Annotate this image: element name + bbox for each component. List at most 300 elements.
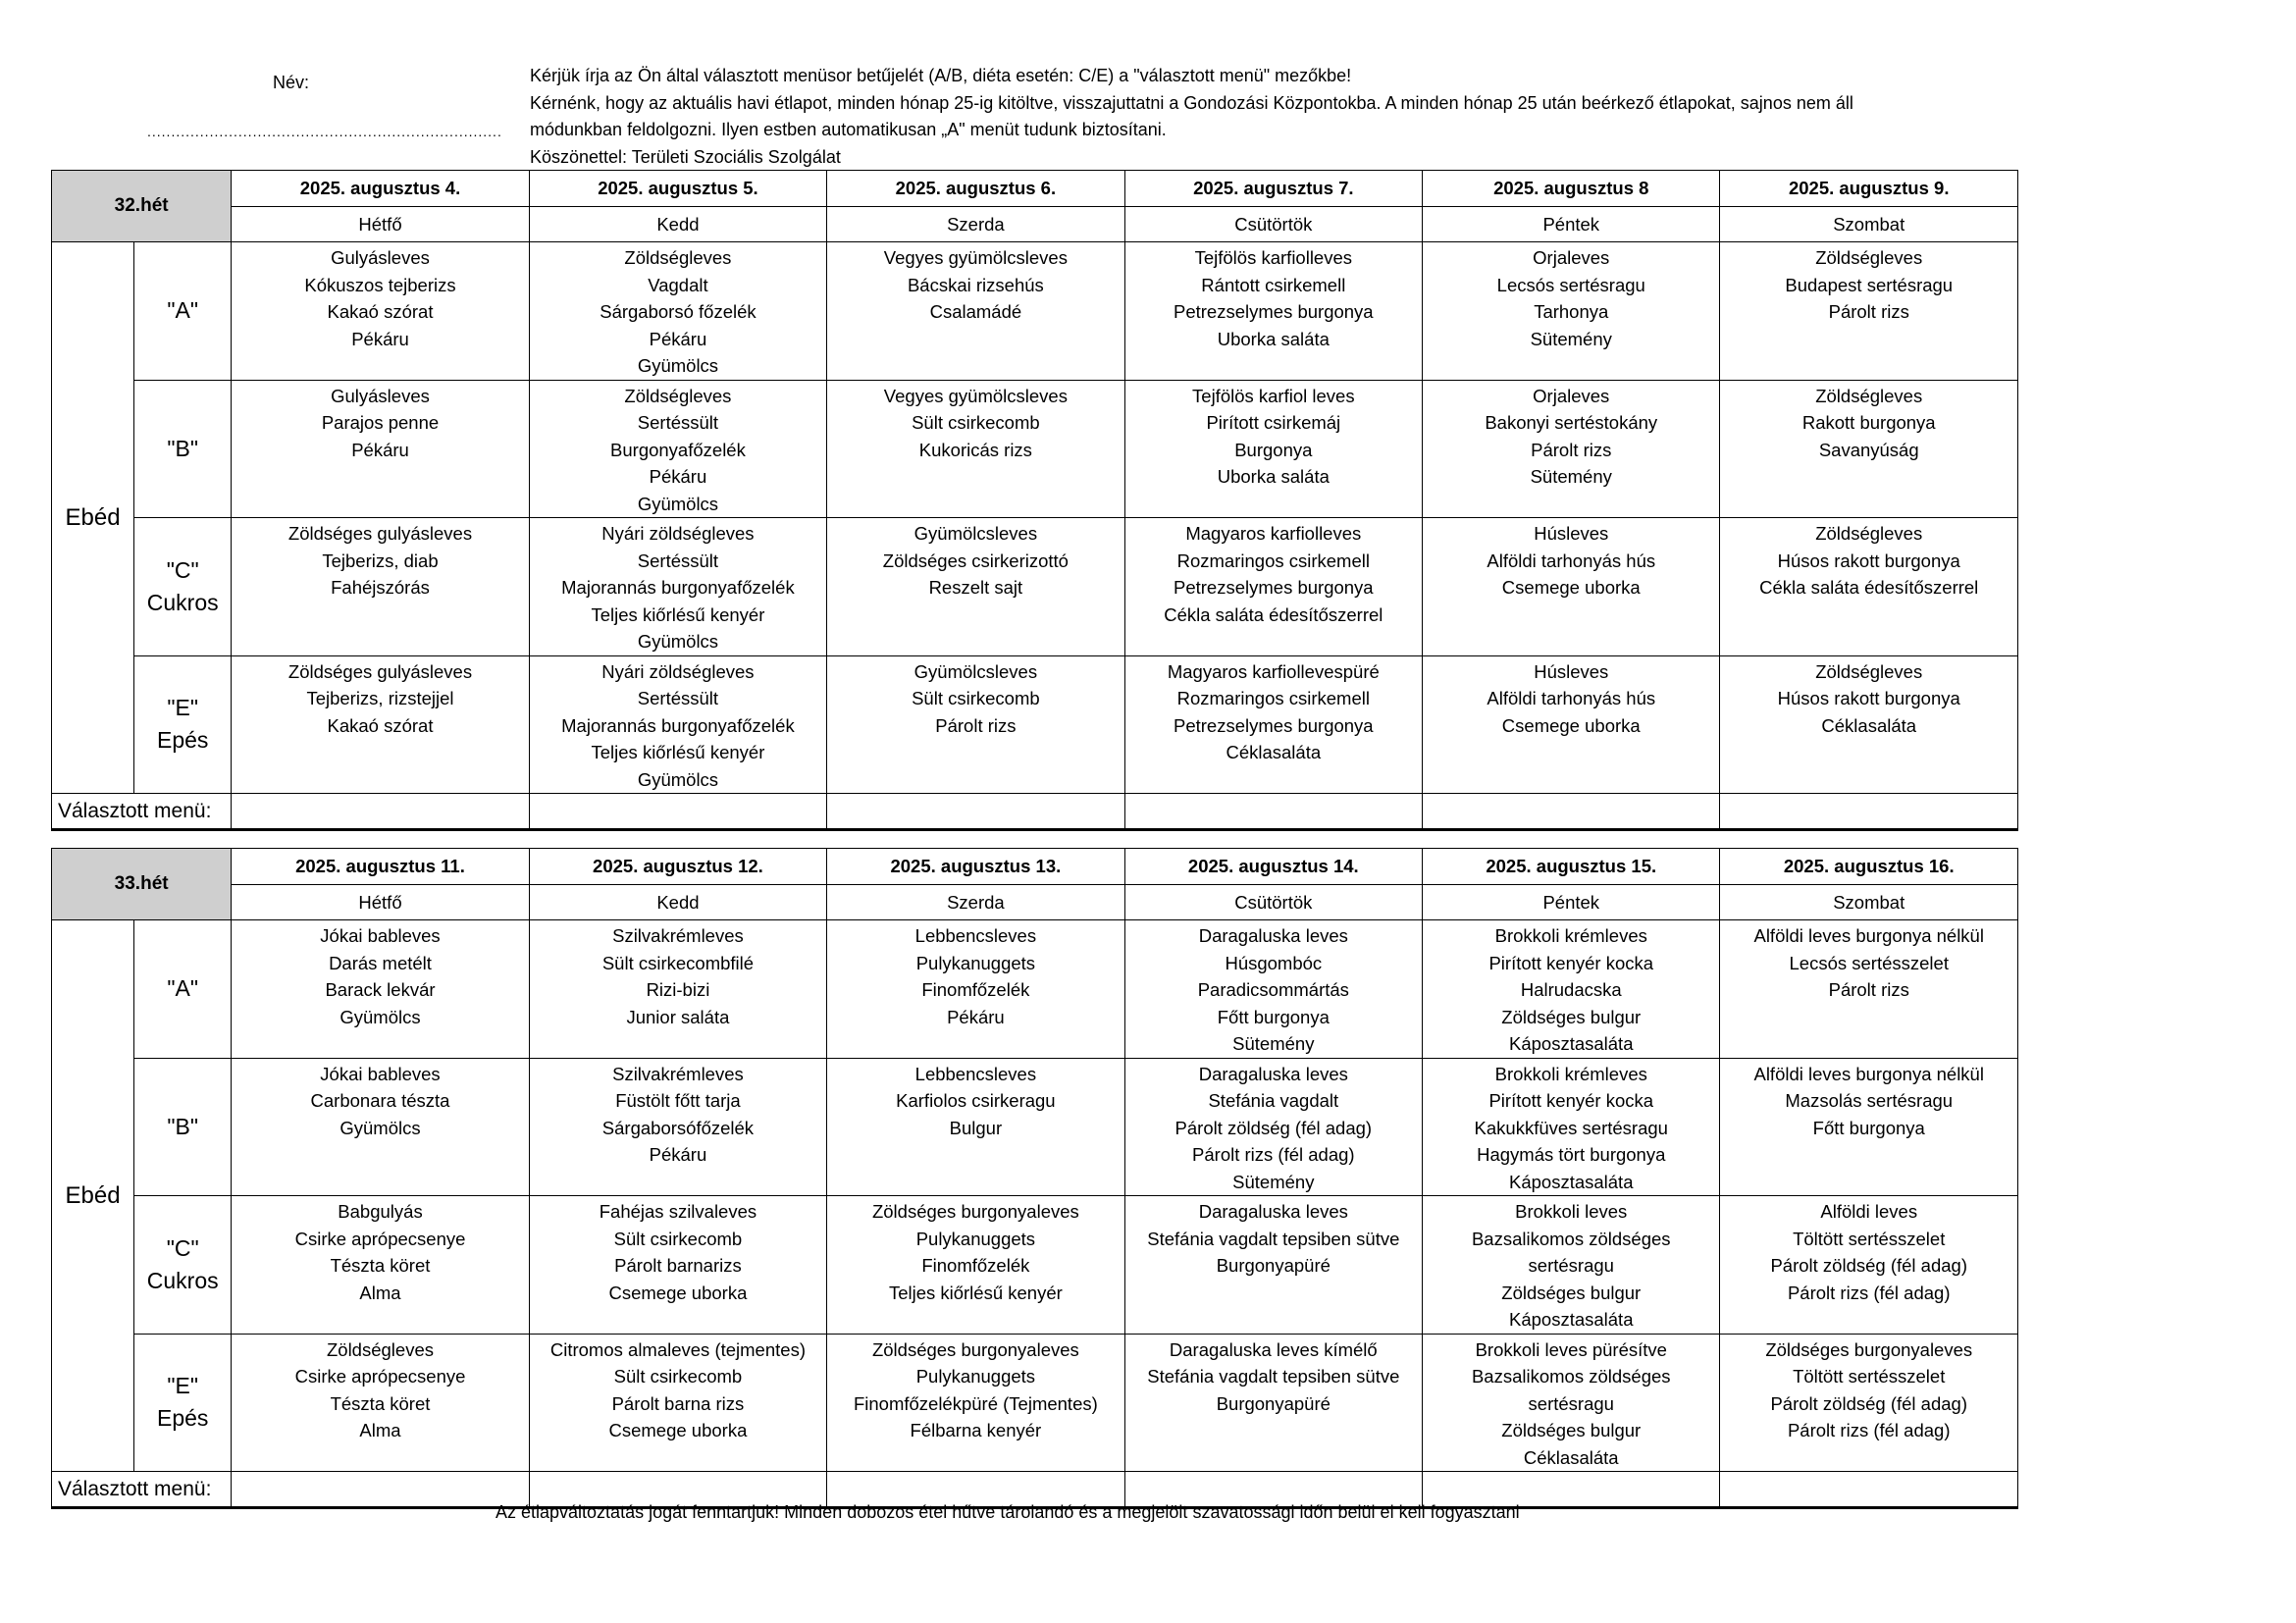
meal-cell — [1124, 1058, 1422, 1196]
meal-cell — [1720, 920, 2018, 1059]
date-cell: 2025. augusztus 5. — [529, 171, 826, 207]
meal-cell — [529, 655, 826, 794]
meal-cell — [1124, 1334, 1422, 1472]
dish: Pulykanuggets — [915, 952, 1036, 973]
menu-category — [134, 1058, 232, 1196]
dish: Zöldséges burgonyaleves — [871, 1338, 1079, 1360]
dish: Sütemény — [1530, 466, 1612, 487]
menu-category — [134, 242, 232, 381]
dish: Daragaluska leves — [1198, 1201, 1348, 1222]
dish: Barack lekvár — [325, 979, 436, 1000]
meal-cell — [529, 920, 826, 1059]
menu-diet: Epés — [156, 1405, 209, 1432]
dish: Orjaleves — [1533, 385, 1610, 406]
meal-cell — [1720, 1334, 2018, 1472]
dish: Sertéssült — [637, 550, 719, 571]
day-cell: Péntek — [1423, 885, 1720, 920]
dish: Párolt rizs (fél adag) — [1192, 1144, 1355, 1165]
dish: Párolt rizs (fél adag) — [1787, 1420, 1951, 1440]
day-cell: Kedd — [529, 885, 826, 920]
dish: Tejberizs, diab — [322, 550, 439, 571]
dish: Orjaleves — [1533, 247, 1610, 268]
dish: Karfiolos csirkeragu — [896, 1090, 1056, 1111]
menu-category — [134, 920, 232, 1059]
dish: Burgonyapüré — [1216, 1392, 1331, 1414]
dish: Zöldséges burgonyaleves — [1765, 1338, 1973, 1360]
dish: Brokkoli krémleves — [1494, 925, 1647, 946]
dish: Petrezselymes burgonya — [1174, 301, 1374, 322]
dish: Zöldséges gulyásleves — [287, 523, 473, 544]
dish: Párolt rizs — [1828, 301, 1909, 322]
day-cell: Csütörtök — [1124, 885, 1422, 920]
dish: Nyári zöldségleves — [601, 660, 755, 682]
dish: Daragaluska leves — [1198, 1063, 1348, 1084]
meal-cell — [529, 518, 826, 656]
dish: Gulyásleves — [331, 385, 430, 406]
date-cell: 2025. augusztus 7. — [1124, 171, 1422, 207]
menu-letter: "C" — [166, 1234, 199, 1261]
dish: Kókuszos tejberizs — [304, 274, 456, 295]
dish: Főtt burgonya — [1217, 1006, 1330, 1027]
dish: Párolt zöldség (fél adag) — [1174, 1117, 1373, 1138]
menu-diet: Cukros — [146, 589, 219, 615]
dish: Sült csirkecomb — [613, 1228, 743, 1249]
dish: Húsgombóc — [1225, 952, 1323, 973]
dish: Kakaó szórat — [327, 714, 434, 736]
dish: Brokkoli leves pürésítve — [1475, 1338, 1667, 1360]
dish: Petrezselymes burgonya — [1174, 577, 1374, 598]
dish: Töltött sertésszelet — [1793, 1366, 1946, 1387]
date-cell: 2025. augusztus 16. — [1720, 849, 2018, 885]
dish: Carbonara tészta — [310, 1090, 450, 1111]
meal-cell — [827, 1334, 1124, 1472]
dish: Pulykanuggets — [915, 1228, 1036, 1249]
dish: Cékla saláta édesítőszerrel — [1164, 603, 1383, 625]
dish: Bazsalikomos zöldséges — [1471, 1366, 1671, 1387]
dish: Pékáru — [351, 328, 409, 349]
dish: Rizi-bizi — [646, 979, 710, 1000]
day-row — [52, 885, 2018, 920]
instructions — [530, 63, 2002, 171]
meal-cell — [232, 655, 529, 794]
date-row — [52, 171, 2018, 207]
dish: Vagdalt — [648, 274, 708, 295]
menu-row — [52, 1334, 2018, 1472]
dish: Rakott burgonya — [1801, 412, 1936, 433]
menu-row — [52, 1196, 2018, 1335]
dish: Lecsós sertésszelet — [1789, 952, 1949, 973]
meal-cell — [827, 655, 1124, 794]
dish: Tejfölös karfiolleves — [1194, 247, 1353, 268]
dish: Zöldségleves — [326, 1338, 434, 1360]
dish: Húsleves — [1534, 660, 1609, 682]
dish: Kakaó szórat — [327, 301, 434, 322]
menu-diet: Cukros — [146, 1267, 219, 1293]
dish: Hagymás tört burgonya — [1477, 1144, 1666, 1165]
dish: Pékáru — [947, 1006, 1005, 1027]
menu-letter: "A" — [167, 975, 199, 1002]
meal-cell — [1423, 655, 1720, 794]
meal-cell — [529, 1196, 826, 1335]
selection-input[interactable] — [1423, 794, 1720, 830]
dish: Nyári zöldségleves — [601, 523, 755, 544]
date-cell: 2025. augusztus 11. — [232, 849, 529, 885]
dish: Majorannás burgonyafőzelék — [561, 577, 795, 598]
dish: Pirított kenyér kocka — [1488, 1090, 1654, 1111]
dish: Brokkoli leves — [1515, 1201, 1628, 1222]
dish: Magyaros karfiolleves — [1185, 523, 1362, 544]
meal-cell — [232, 1058, 529, 1196]
dish: Pirított kenyér kocka — [1488, 952, 1654, 973]
menu-row — [52, 380, 2018, 518]
dish: Pékáru — [649, 328, 707, 349]
meal-cell — [1720, 518, 2018, 656]
dish: Tészta köret — [330, 1392, 431, 1414]
meal-cell — [1720, 380, 2018, 518]
dish: Burgonyafőzelék — [610, 439, 746, 460]
footer-note: Az étlapváltoztatás jogát fenntartjuk! Minden dobozos étel hűtve tárolandó és a megjelölt szavatossági időn belül el kell fogyasztani — [496, 1502, 1520, 1522]
date-cell: 2025. augusztus 8 — [1423, 171, 1720, 207]
dish: Tarhonya — [1534, 301, 1609, 322]
dish: Zöldségleves — [624, 385, 732, 406]
dish: Majorannás burgonyafőzelék — [561, 714, 795, 736]
dish: Gyümölcsleves — [913, 523, 1038, 544]
dish: Uborka saláta — [1217, 466, 1330, 487]
day-cell: Szombat — [1720, 207, 2018, 242]
instruction-line: módunkban feldolgozni. Ilyen estben automatikusan „A" menüt tudunk biztosítani. — [530, 120, 1167, 139]
dish: Reszelt sajt — [928, 577, 1023, 598]
meal-cell — [1720, 1196, 2018, 1335]
dish: Sárgaborsófőzelék — [601, 1117, 755, 1138]
dish: Alföldi tarhonyás hús — [1487, 688, 1656, 708]
dish: Tejfölös karfiol leves — [1192, 385, 1355, 406]
dish: Szilvakrémleves — [612, 925, 744, 946]
dish: Alföldi leves burgonya nélkül — [1753, 925, 1984, 946]
dish: Céklasaláta — [1523, 1446, 1619, 1468]
meal-cell — [827, 1196, 1124, 1335]
dish: Sült csirkecomb — [912, 688, 1040, 708]
dish: Szilvakrémleves — [612, 1063, 744, 1084]
dish: Alma — [359, 1282, 401, 1303]
dish: Lebbencsleves — [914, 1063, 1037, 1084]
day-row — [52, 207, 2018, 242]
dish: Rozmaringos csirkemell — [1176, 550, 1370, 571]
meal-cell — [1124, 655, 1422, 794]
dish: Burgonya — [1234, 439, 1313, 460]
date-cell: 2025. augusztus 4. — [232, 171, 529, 207]
dish: Gyümölcs — [637, 355, 719, 376]
meal-cell — [529, 1334, 826, 1472]
dish: Jókai bableves — [320, 925, 441, 946]
date-cell: 2025. augusztus 6. — [827, 171, 1124, 207]
dish: Alföldi tarhonyás hús — [1487, 550, 1656, 571]
selection-row — [52, 794, 2018, 830]
dish: Gyümölcs — [339, 1006, 421, 1027]
dish: Teljes kiőrlésű kenyér — [591, 603, 765, 625]
dish: Tészta köret — [330, 1255, 431, 1276]
dish: Stefánia vagdalt tepsiben sütve — [1147, 1366, 1400, 1387]
dish: sertésragu — [1528, 1255, 1614, 1276]
menu-letter: "B" — [167, 435, 199, 461]
dish: Párolt barna rizs — [611, 1392, 745, 1414]
dish: Gyümölcs — [637, 768, 719, 790]
dish: Főtt burgonya — [1812, 1117, 1925, 1138]
meal-cell — [827, 920, 1124, 1059]
date-row — [52, 849, 2018, 885]
name-label: Név: — [273, 73, 310, 92]
instruction-line: Kérjük írja az Ön által választott menüsor betűjelét (A/B, diéta esetén: C/E) a "választott menü" mezőkbe! — [530, 66, 1352, 85]
meal-cell — [232, 242, 529, 381]
dish: Stefánia vagdalt tepsiben sütve — [1147, 1228, 1400, 1249]
selection-input[interactable] — [827, 794, 1124, 830]
dish: Finomfőzelék — [921, 979, 1030, 1000]
dish: Füstölt főtt tarja — [615, 1090, 741, 1111]
meal-cell — [1423, 518, 1720, 656]
dish: Rántott csirkemell — [1201, 274, 1346, 295]
dish: Párolt rizs — [1531, 439, 1612, 460]
dish: Sütemény — [1232, 1033, 1315, 1054]
lunch-label: Ebéd — [52, 242, 134, 794]
dish: Céklasaláta — [1821, 714, 1917, 736]
instruction-line: Kérnénk, hogy az aktuális havi étlapot, minden hónap 25-ig kitöltve, visszajuttatni a Gondozási Központokba. A minden hónap 25 után beérkező étlapokat, sajnos nem áll — [530, 92, 1853, 113]
dish: Uborka saláta — [1217, 328, 1330, 349]
dish: Zöldséges gulyásleves — [287, 660, 473, 682]
dish: Káposztasaláta — [1508, 1309, 1634, 1330]
date-cell: 2025. augusztus 9. — [1720, 171, 2018, 207]
menu-diet: Epés — [156, 727, 209, 754]
meal-cell — [1720, 1058, 2018, 1196]
dish: Zöldségleves — [1815, 523, 1923, 544]
meal-cell — [1423, 242, 1720, 381]
menu-row — [52, 655, 2018, 794]
dish: Savanyúság — [1818, 439, 1919, 460]
dish: Mazsolás sertésragu — [1785, 1090, 1954, 1111]
meal-cell — [1423, 1196, 1720, 1335]
meal-cell — [1124, 920, 1422, 1059]
dish: Csemege uborka — [1501, 577, 1641, 598]
dish: Alföldi leves burgonya nélkül — [1753, 1063, 1984, 1084]
dish: Sült csirkecombfilé — [601, 952, 755, 973]
dish: Sárgaborsó főzelék — [600, 301, 757, 322]
dish: Babgulyás — [338, 1201, 423, 1222]
meal-cell — [1124, 1196, 1422, 1335]
dish: Tejberizs, rizstejjel — [306, 688, 454, 708]
menu-letter: "E" — [167, 1373, 199, 1399]
date-cell: 2025. augusztus 12. — [529, 849, 826, 885]
dish: Lebbencsleves — [914, 925, 1037, 946]
dish: Jókai bableves — [320, 1063, 441, 1084]
meal-cell — [1124, 380, 1422, 518]
meal-cell — [827, 242, 1124, 381]
dish: Fahéjas szilvaleves — [599, 1201, 757, 1222]
meal-cell — [1720, 655, 2018, 794]
dish: Junior saláta — [626, 1006, 730, 1027]
dish: Brokkoli krémleves — [1494, 1063, 1647, 1084]
meal-cell — [232, 518, 529, 656]
name-field-dots[interactable]: .......................................................................... — [147, 124, 502, 139]
day-cell: Kedd — [529, 207, 826, 242]
dish: Párolt zöldség (fél adag) — [1770, 1255, 1967, 1276]
menu-letter: "B" — [167, 1113, 199, 1139]
dish: Sertéssült — [637, 412, 719, 433]
dish: Sütemény — [1232, 1171, 1315, 1192]
week-label: 32.hét — [52, 171, 232, 242]
dish: Sült csirkecomb — [613, 1366, 743, 1387]
date-cell: 2025. augusztus 13. — [827, 849, 1124, 885]
dish: Zöldségleves — [1815, 385, 1923, 406]
menu-row — [52, 920, 2018, 1059]
selection-input[interactable] — [232, 794, 529, 830]
selection-input[interactable] — [1720, 794, 2018, 830]
dish: Vegyes gyümölcsleves — [883, 247, 1068, 268]
meal-cell — [232, 1196, 529, 1335]
dish: Párolt rizs — [1828, 979, 1909, 1000]
dish: Paradicsommártás — [1197, 979, 1349, 1000]
dish: Céklasaláta — [1226, 742, 1322, 762]
meal-cell — [827, 518, 1124, 656]
dish: Káposztasaláta — [1508, 1171, 1634, 1192]
dish: Finomfőzelékpüré (Tejmentes) — [853, 1392, 1098, 1414]
dish: Sertéssült — [637, 688, 719, 708]
day-cell: Péntek — [1423, 207, 1720, 242]
meal-cell — [1124, 518, 1422, 656]
menu-row — [52, 242, 2018, 381]
day-cell: Szerda — [827, 885, 1124, 920]
dish: Csemege uborka — [608, 1420, 748, 1440]
dish: Fahéjszórás — [331, 577, 430, 598]
dish: Citromos almaleves (tejmentes) — [549, 1338, 806, 1360]
week-table-33 — [51, 848, 2018, 1509]
dish: Húsos rakott burgonya — [1777, 550, 1960, 571]
dish: Zöldséges bulgur — [1501, 1282, 1642, 1303]
dish: sertésragu — [1528, 1392, 1614, 1414]
dish: Pirított csirkemáj — [1206, 412, 1341, 433]
meal-cell — [1423, 1058, 1720, 1196]
dish: Daragaluska leves — [1198, 925, 1348, 946]
dish: Kukoricás rizs — [918, 439, 1032, 460]
dish: Gyümölcs — [339, 1117, 421, 1138]
dish: Darás metélt — [329, 952, 432, 973]
meal-cell — [232, 380, 529, 518]
dish: Kakukkfüves sertésragu — [1474, 1117, 1668, 1138]
dish: Cékla saláta édesítőszerrel — [1759, 577, 1979, 598]
dish: Zöldségleves — [624, 247, 732, 268]
week-table-32 — [51, 170, 2018, 831]
dish: Csemege uborka — [1501, 714, 1641, 736]
date-cell: 2025. augusztus 15. — [1423, 849, 1720, 885]
dish: Bazsalikomos zöldséges — [1471, 1228, 1671, 1249]
selection-input[interactable] — [1720, 1472, 2018, 1508]
dish: Vegyes gyümölcsleves — [883, 385, 1068, 406]
dish: Párolt zöldség (fél adag) — [1770, 1392, 1967, 1414]
dish: Magyaros karfiollevespüré — [1167, 660, 1380, 682]
dish: Gyümölcs — [637, 493, 719, 514]
dish: Daragaluska leves kímélő — [1169, 1338, 1378, 1360]
dish: Félbarna kenyér — [910, 1420, 1042, 1440]
meal-cell — [1423, 920, 1720, 1059]
dish: Káposztasaláta — [1508, 1033, 1634, 1054]
dish: Pékáru — [351, 439, 409, 460]
dish: Alma — [359, 1420, 401, 1440]
dish: Párolt rizs — [935, 714, 1017, 736]
dish: Gulyásleves — [331, 247, 430, 268]
dish: Pulykanuggets — [915, 1366, 1036, 1387]
dish: Csemege uborka — [608, 1282, 748, 1303]
meal-cell — [232, 920, 529, 1059]
dish: Rozmaringos csirkemell — [1176, 688, 1370, 708]
dish: Halrudacska — [1520, 979, 1622, 1000]
selection-input[interactable] — [232, 1472, 529, 1508]
instruction-line: Köszönettel: Területi Szociális Szolgálat — [530, 146, 841, 167]
selection-label: Választott menü: — [52, 1472, 232, 1508]
menu-category — [134, 380, 232, 518]
dish: Pékáru — [649, 1144, 707, 1165]
selection-input[interactable] — [1124, 794, 1422, 830]
menu-category — [134, 1196, 232, 1335]
dish: Lecsós sertésragu — [1496, 274, 1645, 295]
day-cell: Szombat — [1720, 885, 2018, 920]
dish: Petrezselymes burgonya — [1174, 714, 1374, 736]
day-cell: Szerda — [827, 207, 1124, 242]
dish: Csirke aprópecsenye — [294, 1228, 466, 1249]
day-cell: Hétfő — [232, 885, 529, 920]
dish: Teljes kiőrlésű kenyér — [888, 1282, 1063, 1303]
dish: Parajos penne — [321, 412, 440, 433]
dish: Zöldséges bulgur — [1501, 1420, 1642, 1440]
dish: Gyümölcsleves — [913, 660, 1038, 682]
dish: Bácskai rizsehús — [907, 274, 1044, 295]
menu-row — [52, 518, 2018, 656]
menu-category — [134, 1334, 232, 1472]
selection-input[interactable] — [529, 794, 826, 830]
meal-cell — [1423, 1334, 1720, 1472]
dish: Teljes kiőrlésű kenyér — [591, 742, 765, 762]
menu-category — [134, 655, 232, 794]
meal-cell — [529, 1058, 826, 1196]
dish: Húsleves — [1534, 523, 1609, 544]
dish: Csirke aprópecsenye — [294, 1366, 466, 1387]
dish: Párolt rizs (fél adag) — [1787, 1282, 1951, 1303]
dish: Zöldséges bulgur — [1501, 1006, 1642, 1027]
dish: Zöldségleves — [1815, 247, 1923, 268]
menu-row — [52, 1058, 2018, 1196]
selection-label: Választott menü: — [52, 794, 232, 830]
dish: Csalamádé — [929, 301, 1022, 322]
dish: Finomfőzelék — [921, 1255, 1030, 1276]
dish: Gyümölcs — [637, 631, 719, 652]
meal-cell — [529, 242, 826, 381]
date-cell: 2025. augusztus 14. — [1124, 849, 1422, 885]
lunch-label: Ebéd — [52, 920, 134, 1472]
menu-letter: "E" — [167, 695, 199, 721]
dish: Töltött sertésszelet — [1793, 1228, 1946, 1249]
dish: Bakonyi sertéstokány — [1485, 412, 1658, 433]
dish: Stefánia vagdalt — [1208, 1090, 1339, 1111]
meal-cell — [232, 1334, 529, 1472]
dish: Budapest sertésragu — [1785, 274, 1954, 295]
menu-letter: "C" — [166, 556, 199, 583]
meal-cell — [529, 380, 826, 518]
menu-letter: "A" — [167, 297, 199, 324]
dish: Pékáru — [649, 466, 707, 487]
dish: Zöldségleves — [1815, 660, 1923, 682]
meal-cell — [1423, 380, 1720, 518]
meal-cell — [1124, 242, 1422, 381]
dish: Húsos rakott burgonya — [1777, 688, 1960, 708]
meal-cell — [1720, 242, 2018, 381]
dish: Sült csirkecomb — [912, 412, 1040, 433]
menu-category — [134, 518, 232, 656]
